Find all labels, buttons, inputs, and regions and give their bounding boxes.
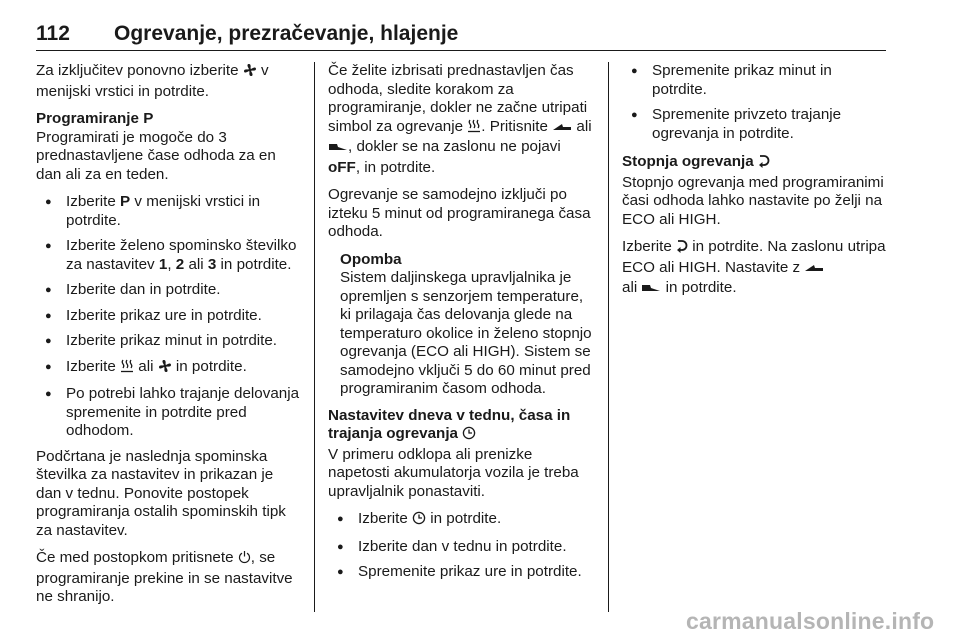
paragraph-switch-off: Za izključitev ponovno izberite v menijski vrstici in potrdite. — [36, 62, 269, 100]
header-divider — [36, 50, 886, 51]
list-item: ● Izberite in potrdite. — [328, 510, 593, 531]
list-item: ● Spremenite privzeto trajanje ogrevanja in potrdite. — [622, 106, 886, 143]
list-item: ● Izberite dan v tednu in potrdite. — [328, 538, 593, 557]
page-header — [36, 22, 886, 52]
page-number: 112 — [36, 22, 70, 45]
arrow-down-icon — [641, 281, 661, 300]
note-text: Sistem daljinskega upravljalnika je opremljen s senzorjem temperature, ki prilagaja čas delovanja glede na temperaturo okolice in želeno stopnjo ogrevanja (ECO ali HIGH). Sistem se samodejno vključi 5 do 60 minut pred programiranim časom odhoda. — [340, 269, 592, 397]
arrow-down-icon — [328, 140, 348, 159]
paragraph-heating-level: Stopnjo ogrevanja med programiranimi časi odhoda lahko nastavite po želji na ECO ali HIGH. — [622, 173, 884, 228]
list-item: ● Spremenite prikaz minut in potrdite. — [622, 62, 886, 99]
list-item: ● Po potrebi lahko trajanje delovanja spremenite in potrdite pred odhodom. — [36, 385, 300, 441]
note-box — [328, 251, 593, 399]
clock-icon — [412, 511, 426, 531]
paragraph-reset: V primeru odklopa ali prenizke napetosti akumulatorja vozila je treba upravljalnik ponastaviti. — [328, 445, 579, 500]
list-item: ● Izberite želeno spominsko številko za nastavitev 1, 2 ali 3 in potrdite. — [36, 237, 300, 274]
list-item: ● Izberite prikaz minut in potrdite. — [36, 332, 300, 351]
level-arrow-icon — [676, 239, 688, 259]
note-title: Opomba — [340, 250, 402, 268]
day-time-steps-list — [328, 510, 593, 582]
power-icon — [238, 550, 251, 570]
clock-icon — [462, 426, 476, 446]
watermark: carmanualsonline.info — [686, 608, 935, 634]
column-3 — [622, 62, 886, 309]
fan-icon — [158, 359, 172, 379]
heating-icon — [467, 119, 481, 139]
paragraph-delete-preset: Če želite izbrisati prednastavljen čas odhoda, sledite korakom za programiranje, dokler ne začne utripati simbol za ogrevanje . Pritisnite ali , dokler se na zaslonu ne pojavi oFF, in potrdite. — [328, 62, 592, 176]
arrow-up-icon — [552, 120, 572, 139]
paragraph-programming-intro: Programirati je mogoče do 3 prednastavljene čase odhoda za en dan ali za en teden. — [36, 128, 276, 183]
heading-day-time: Nastavitev dneva v tednu, časa in trajanja ogrevanja — [328, 407, 593, 446]
paragraph-cancel: Če med postopkom pritisnete , se programiranje prekine in se nastavitve ne shranijo. — [36, 549, 293, 605]
list-item: ● Izberite P v menijski vrstici in potrdite. — [36, 193, 300, 230]
heating-icon — [120, 359, 134, 379]
list-item: ● Izberite prikaz ure in potrdite. — [36, 307, 300, 326]
fan-icon — [243, 63, 257, 83]
level-arrow-icon — [758, 154, 770, 174]
list-item: ● Izberite ali in potrdite. — [36, 358, 300, 379]
column-2 — [328, 62, 593, 589]
column-divider-2 — [608, 62, 609, 612]
column-1 — [36, 62, 300, 616]
list-item: ● Spremenite prikaz ure in potrdite. — [328, 563, 593, 582]
duration-steps-list — [622, 62, 886, 143]
paragraph-auto-off: Ogrevanje se samodejno izključi po izteku 5 minut od programiranega časa odhoda. — [328, 186, 591, 240]
column-divider-1 — [314, 62, 315, 612]
arrow-up-icon — [804, 261, 824, 280]
paragraph-select-level: Izberite in potrdite. Na zaslonu utripa ECO ali HIGH. Nastavite z ali in potrdite. — [622, 238, 886, 300]
page-title: Ogrevanje, prezračevanje, hlajenje — [114, 22, 459, 45]
heading-programming: Programiranje P — [36, 110, 154, 127]
list-item: ● Izberite dan in potrdite. — [36, 281, 300, 300]
programming-steps-list — [36, 193, 300, 441]
heading-heating-level: Stopnja ogrevanja — [622, 153, 886, 174]
paragraph-next-memory: Podčrtana je naslednja spominska številka za nastavitev in prikazan je dan v tednu. Ponovite postopek programiranja ostalih spominskih tipk za nastavitev. — [36, 447, 286, 539]
